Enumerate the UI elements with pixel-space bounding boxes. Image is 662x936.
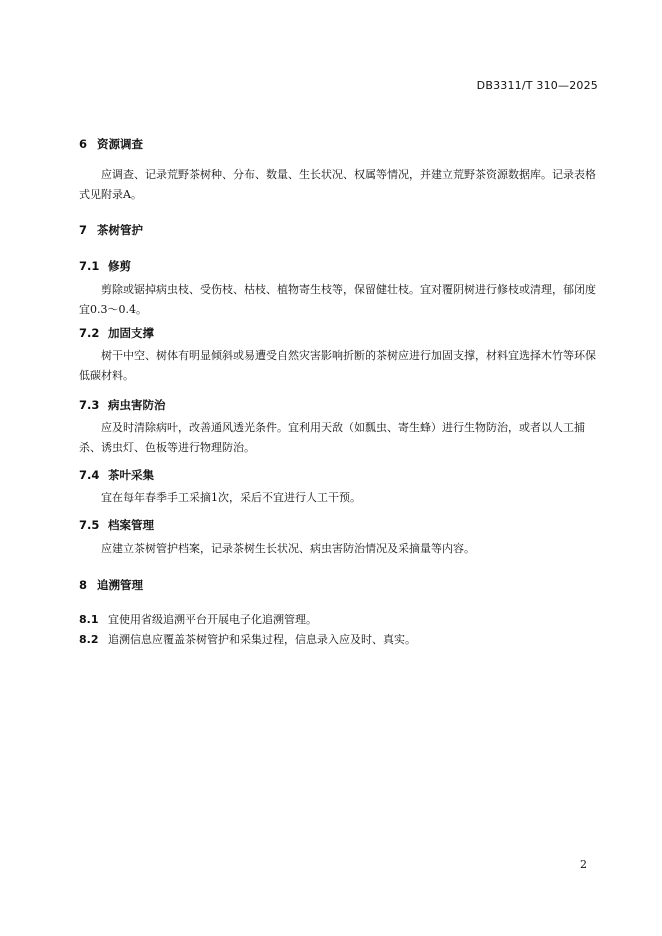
clause-8-1	[79, 611, 317, 627]
subsection-title: 修剪	[108, 259, 131, 273]
section-8-heading	[79, 577, 143, 593]
subsection-7-1-paragraph: 剪除或锯掉病虫枝、受伤枝、枯枝、植物寄生枝等，保留健壮枝。宜对覆阴树进行修枝或清理，郁闭度宜0.3～0.4。	[79, 283, 596, 316]
subsection-7-5-paragraph: 应建立茶树管护档案，记录茶树生长状况、病虫害防治情况及采摘量等内容。	[101, 542, 475, 555]
subsection-title: 加固支撑	[108, 326, 154, 340]
subsection-7-1-heading	[79, 258, 131, 274]
clause-number: 8.1	[79, 613, 99, 626]
subsection-7-2-heading	[79, 325, 154, 341]
subsection-7-4-heading	[79, 467, 154, 483]
section-number: 7	[79, 223, 88, 237]
document-code: DB3311/T 310—2025	[476, 79, 598, 92]
subsection-7-4-paragraph: 宜在每年春季手工采摘1次，采后不宜进行人工干预。	[101, 491, 361, 504]
section-6-paragraph: 应调查、记录荒野茶树种、分布、数量、生长状况、权属等情况，并建立荒野茶资源数据库。记录表格式见附录A。	[79, 168, 596, 201]
subsection-7-3-paragraph: 应及时清除病叶，改善通风透光条件。宜利用天敌（如瓢虫、寄生蜂）进行生物防治，或者以人工捕杀、诱虫灯、色板等进行物理防治。	[79, 421, 585, 454]
section-title: 追溯管理	[97, 578, 143, 592]
clause-8-2	[79, 631, 416, 647]
subsection-7-3-heading	[79, 397, 166, 413]
section-number: 6	[79, 137, 88, 151]
clause-number: 8.2	[79, 633, 99, 646]
subsection-title: 茶叶采集	[108, 468, 154, 482]
subsection-7-5-heading	[79, 517, 154, 533]
section-6-heading	[79, 136, 143, 152]
section-title: 资源调查	[97, 137, 143, 151]
section-7-heading	[79, 222, 143, 238]
subsection-number: 7.1	[79, 259, 100, 273]
section-number: 8	[79, 578, 88, 592]
clause-text: 宜使用省级追溯平台开展电子化追溯管理。	[108, 613, 317, 626]
section-title: 茶树管护	[97, 223, 143, 237]
subsection-number: 7.3	[79, 398, 100, 412]
subsection-number: 7.4	[79, 468, 100, 482]
page-number: 2	[580, 858, 587, 871]
subsection-title: 病虫害防治	[108, 398, 166, 412]
subsection-number: 7.2	[79, 326, 100, 340]
subsection-title: 档案管理	[108, 518, 154, 532]
subsection-number: 7.5	[79, 518, 100, 532]
clause-text: 追溯信息应覆盖茶树管护和采集过程，信息录入应及时、真实。	[108, 633, 416, 646]
subsection-7-2-paragraph: 树干中空、树体有明显倾斜或易遭受自然灾害影响折断的茶树应进行加固支撑，材料宜选择木竹等环保低碳材料。	[79, 349, 596, 382]
